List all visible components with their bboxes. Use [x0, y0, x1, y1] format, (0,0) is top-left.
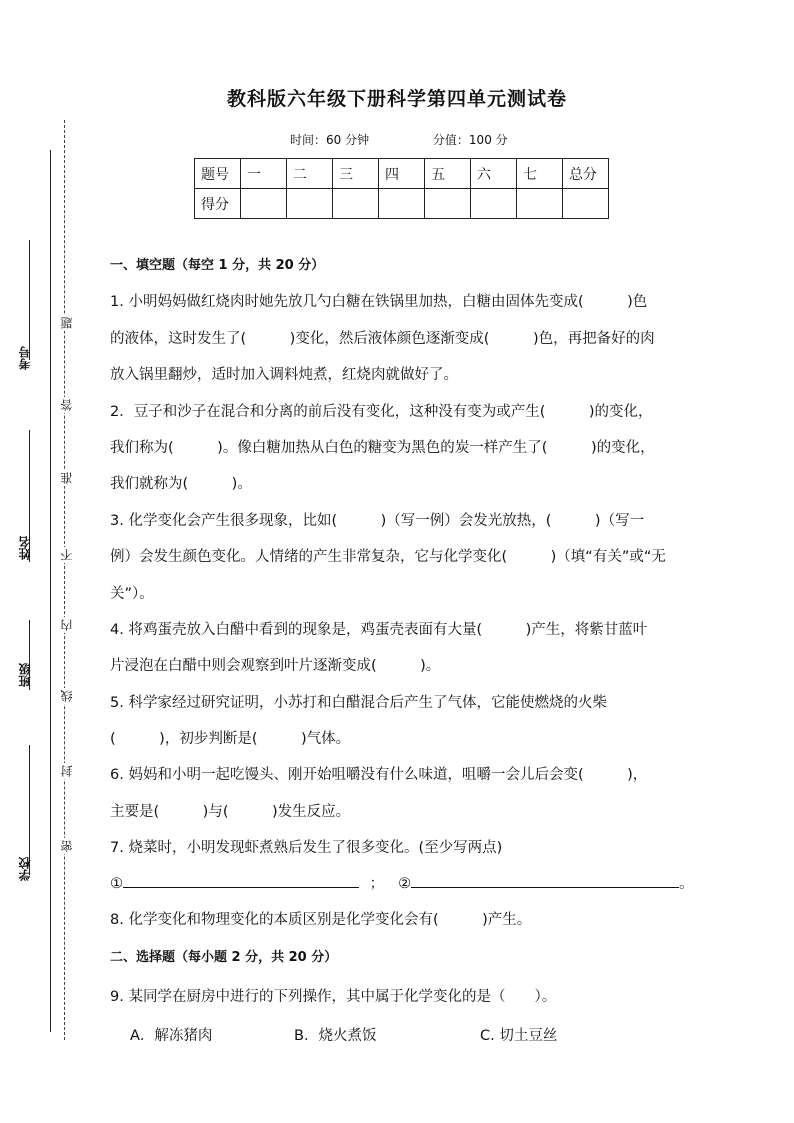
table-cell: 二: [287, 159, 333, 189]
question-line: 1. 小明妈妈做红烧肉时她先放几勺白糖在铁锅里加热，白糖由固体先变成( )色: [110, 294, 648, 310]
score-input-cell[interactable]: [517, 189, 563, 219]
seal-char: 内: [60, 619, 74, 631]
score-table: [194, 158, 609, 219]
score-input-cell[interactable]: [241, 189, 287, 219]
student-id-label: 考号: [18, 346, 32, 370]
answer-marker-2: ②: [398, 876, 412, 892]
time-limit: 时间：60 分钟: [290, 133, 370, 147]
seal-char: 题: [60, 317, 74, 329]
full-stop: 。: [679, 876, 694, 892]
q7-answer-row: [110, 872, 694, 893]
class-label: 班级: [18, 663, 32, 687]
section-heading: 一、填空题（每空 1 分，共 20 分）: [110, 258, 325, 273]
answer-marker-1: ①: [110, 876, 123, 892]
table-cell: 五: [425, 159, 471, 189]
seal-char: 准: [60, 472, 74, 484]
question-line: 我们称为( )。像白糖加热从白色的糖变为黑色的炭一样产生了( )的变化，: [110, 440, 655, 456]
binding-line: [50, 150, 51, 1032]
table-cell: 总分: [563, 159, 609, 189]
question-line: 3. 化学变化会产生很多现象，比如( )（写一例）会发光放热，( )（写一: [110, 513, 645, 529]
table-cell: 一: [241, 159, 287, 189]
table-cell: 得分: [195, 189, 241, 219]
name-label: 姓名: [18, 536, 32, 560]
score-input-cell[interactable]: [471, 189, 517, 219]
seal-char: 线: [60, 690, 74, 702]
answer-blank-2[interactable]: [411, 873, 679, 888]
table-cell: 题号: [195, 159, 241, 189]
table-cell: 三: [333, 159, 379, 189]
school-label: 学校: [18, 857, 32, 881]
table-row: [195, 189, 609, 219]
table-cell: 七: [517, 159, 563, 189]
question-line: 4. 将鸡蛋壳放入白醋中看到的现象是，鸡蛋壳表面有大量( )产生，将紫甘蓝叶: [110, 622, 648, 638]
question-line: 7. 烧菜时，小明发现虾煮熟后发生了很多变化。(至少写两点): [110, 840, 503, 856]
score-input-cell[interactable]: [333, 189, 379, 219]
table-row: [195, 159, 609, 189]
question-line: 我们就称为( )。: [110, 476, 252, 492]
score-input-cell[interactable]: [425, 189, 471, 219]
table-cell: 四: [379, 159, 425, 189]
seal-char: 封: [60, 765, 74, 777]
question-line: 主要是( )与( )发生反应。: [110, 804, 351, 820]
score-input-cell[interactable]: [563, 189, 609, 219]
total-score: 分值：100 分: [432, 133, 508, 147]
question-line: 9. 某同学在厨房中进行的下列操作，其中属于化学变化的是（ ）。: [110, 989, 557, 1005]
option-a[interactable]: A．解冻猪肉: [130, 1028, 213, 1044]
question-line: 6. 妈妈和小明一起吃馒头、刚开始咀嚼没有什么味道，咀嚼一会儿后会变( )，: [110, 767, 648, 783]
score-input-cell[interactable]: [287, 189, 333, 219]
exam-meta: [290, 131, 508, 148]
page-title: 教科版六年级下册科学第四单元测试卷: [226, 88, 567, 110]
seal-char: 不: [60, 549, 74, 561]
seal-char: 答: [60, 399, 74, 411]
section-heading: 二、选择题（每小题 2 分，共 20 分）: [110, 950, 338, 965]
cut-line: [64, 120, 65, 1040]
score-input-cell[interactable]: [379, 189, 425, 219]
school-underline: [29, 745, 30, 875]
answer-blank-1[interactable]: [123, 873, 359, 888]
question-line: 片浸泡在白醋中则会观察到叶片逐渐变成( )。: [110, 658, 441, 674]
option-b[interactable]: B．烧火煮饭: [294, 1028, 377, 1044]
question-line: 例）会发生颜色变化。人情绪的产生非常复杂，它与化学变化( )（填“有关”或“无: [110, 549, 666, 565]
question-line: 放入锅里翻炒，适时加入调料炖煮，红烧肉就做好了。: [110, 367, 458, 383]
question-line: 2．豆子和沙子在混合和分离的前后没有变化，这种没有变为或产生( )的变化，: [110, 404, 653, 420]
separator: ；: [369, 876, 385, 892]
question-line: 的液体，这时发生了( )变化，然后液体颜色逐渐变成( )色，再把备好的肉: [110, 331, 655, 347]
table-cell: 六: [471, 159, 517, 189]
option-c[interactable]: C. 切土豆丝: [480, 1028, 558, 1044]
question-line: 8. 化学变化和物理变化的本质区别是化学变化会有( )产生。: [110, 912, 532, 928]
question-line: 5. 科学家经过研究证明，小苏打和白醋混合后产生了气体，它能使燃烧的火柴: [110, 695, 607, 711]
question-line: 关”）。: [110, 586, 154, 602]
student-id-underline: [29, 240, 30, 360]
seal-char: 密: [60, 840, 74, 852]
question-line: ( )，初步判断是( )气体。: [110, 731, 351, 747]
